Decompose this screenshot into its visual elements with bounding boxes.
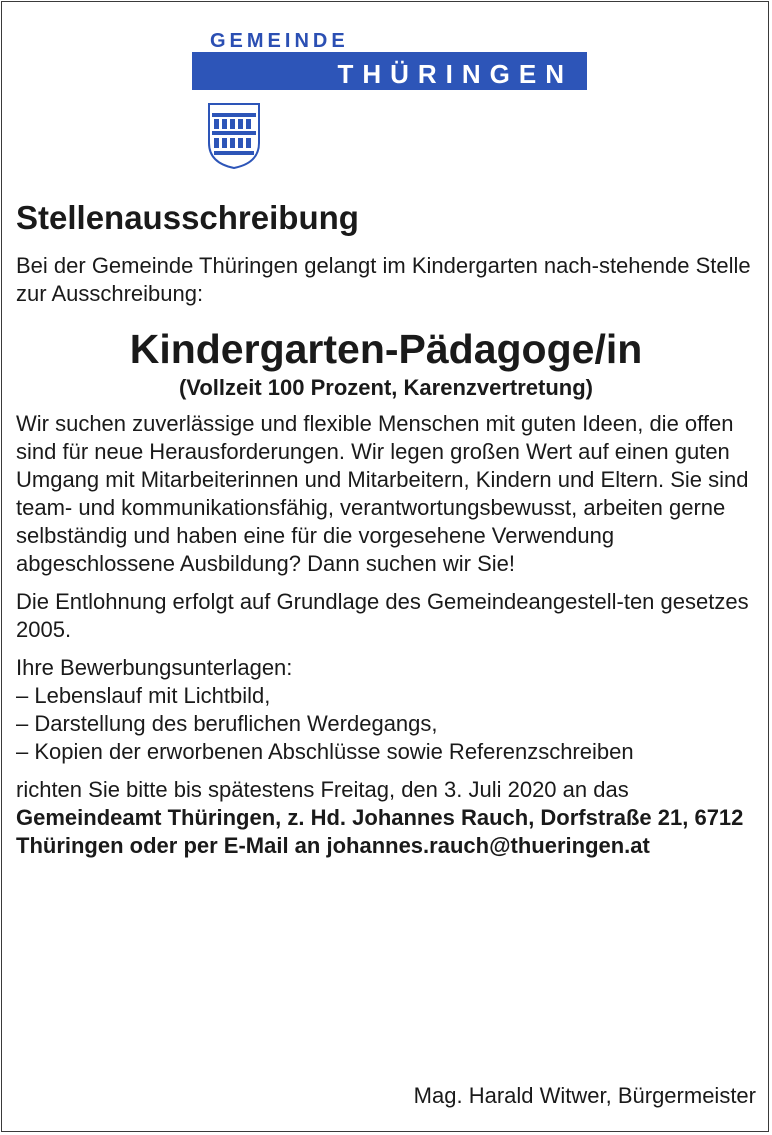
contact-paragraph bbox=[16, 776, 756, 860]
documents-heading: Ihre Bewerbungsunterlagen: bbox=[16, 655, 293, 680]
contact-address: Gemeindeamt Thüringen, z. Hd. Johannes Rauch, Dorfstraße 21, 6712 Thüringen oder per E-Mail an johannes.rauch@thueringen.at bbox=[16, 805, 744, 858]
salary-paragraph: Die Entlohnung erfolgt auf Grundlage des Gemeindeangestell-ten gesetzes 2005. bbox=[16, 589, 749, 642]
ad-content bbox=[16, 198, 756, 860]
municipality-logo bbox=[192, 30, 587, 92]
page-title: Stellenausschreibung bbox=[16, 199, 359, 236]
documents-list bbox=[16, 682, 756, 766]
description-paragraph: Wir suchen zuverlässige und flexible Menschen mit guten Ideen, die offen sind für neue Herausforderungen. Wir legen großen Wert auf einen guten Umgang mit Mitarbeiterinnen und Mitarbeitern, Kindern und Eltern. Sie sind team- und kommunikationsfähig, verantwortungsbewusst, arbeiten gerne selbständig und haben eine für die vorgesehene Verwendung abgeschlossene Ausbildung? Dann suchen wir Sie! bbox=[16, 411, 749, 576]
position-subtitle: (Vollzeit 100 Prozent, Karenzvertretung) bbox=[178, 375, 593, 400]
coat-of-arms-icon bbox=[208, 103, 260, 169]
signature: Mag. Harald Witwer, Bürgermeister bbox=[413, 1083, 756, 1108]
list-item: – Kopien der erworbenen Abschlüsse sowie Referenzschreiben bbox=[16, 739, 634, 764]
logo-line-1: GEMEINDE bbox=[210, 30, 349, 52]
list-item: – Lebenslauf mit Lichtbild, bbox=[16, 683, 271, 708]
list-item: – Darstellung des beruflichen Werdegangs, bbox=[16, 711, 438, 736]
intro-paragraph: Bei der Gemeinde Thüringen gelangt im Kindergarten nach-stehende Stelle zur Ausschreibung: bbox=[16, 253, 751, 306]
position-title: Kindergarten-Pädagoge/in bbox=[129, 326, 643, 372]
logo-line-2: THÜRINGEN bbox=[337, 59, 573, 89]
contact-lead: richten Sie bitte bis spätestens Freitag, den 3. Juli 2020 an das bbox=[16, 777, 629, 802]
